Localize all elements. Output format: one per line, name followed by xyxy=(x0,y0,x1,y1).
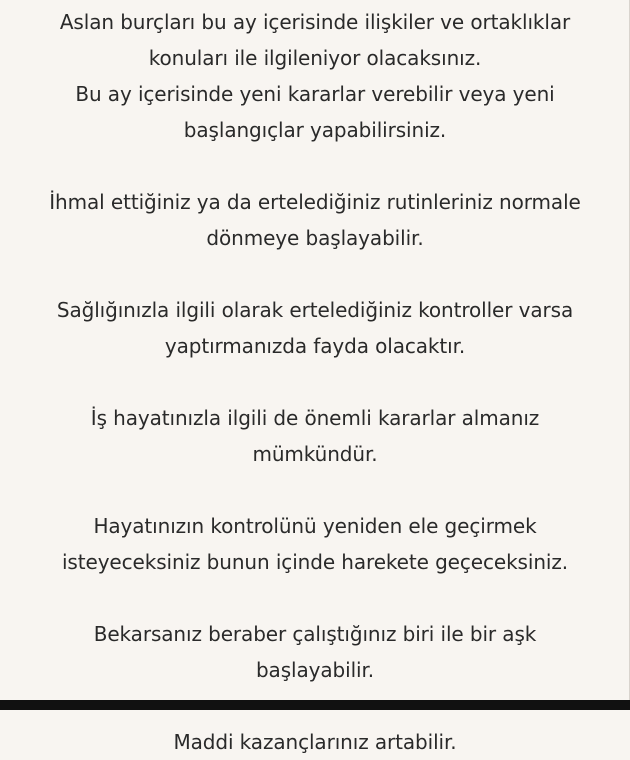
horoscope-text xyxy=(0,4,630,760)
text-line: İş hayatınızla ilgili de önemli kararlar almanız xyxy=(90,406,540,430)
text-line: Bekarsanız beraber çalıştığınız biri ile bir aşk xyxy=(93,622,537,646)
text-line: mümkündür. xyxy=(252,442,378,466)
paragraph-finance xyxy=(0,724,630,760)
text-line: Bu ay içerisinde yeni kararlar verebilir veya yeni xyxy=(75,82,555,106)
text-line: başlangıçlar yapabilirsiniz. xyxy=(183,118,447,142)
text-line: Sağlığınızla ilgili olarak ertelediğiniz kontroller varsa xyxy=(56,298,574,322)
paragraph-work xyxy=(0,400,630,472)
paragraph-control xyxy=(0,508,630,580)
bottom-edge-bar xyxy=(0,700,630,710)
text-line: Aslan burçları bu ay içerisinde ilişkiler ve ortaklıklar xyxy=(59,10,571,34)
text-line: dönmeye başlayabilir. xyxy=(206,226,424,250)
text-line: isteyeceksiniz bunun içinde harekete geçeceksiniz. xyxy=(61,550,569,574)
text-line: Hayatınızın kontrolünü yeniden ele geçirmek xyxy=(93,514,537,538)
text-line: başlayabilir. xyxy=(255,658,375,682)
paragraph-intro xyxy=(0,4,630,148)
text-line: İhmal ettiğiniz ya da ertelediğiniz rutinleriniz normale xyxy=(49,190,581,214)
paragraph-routines xyxy=(0,184,630,256)
text-line: konuları ile ilgileniyor olacaksınız. xyxy=(148,46,482,70)
paragraph-health xyxy=(0,292,630,364)
paragraph-love xyxy=(0,616,630,688)
text-line: yaptırmanızda fayda olacaktır. xyxy=(164,334,466,358)
text-line: Maddi kazançlarınız artabilir. xyxy=(173,730,457,754)
